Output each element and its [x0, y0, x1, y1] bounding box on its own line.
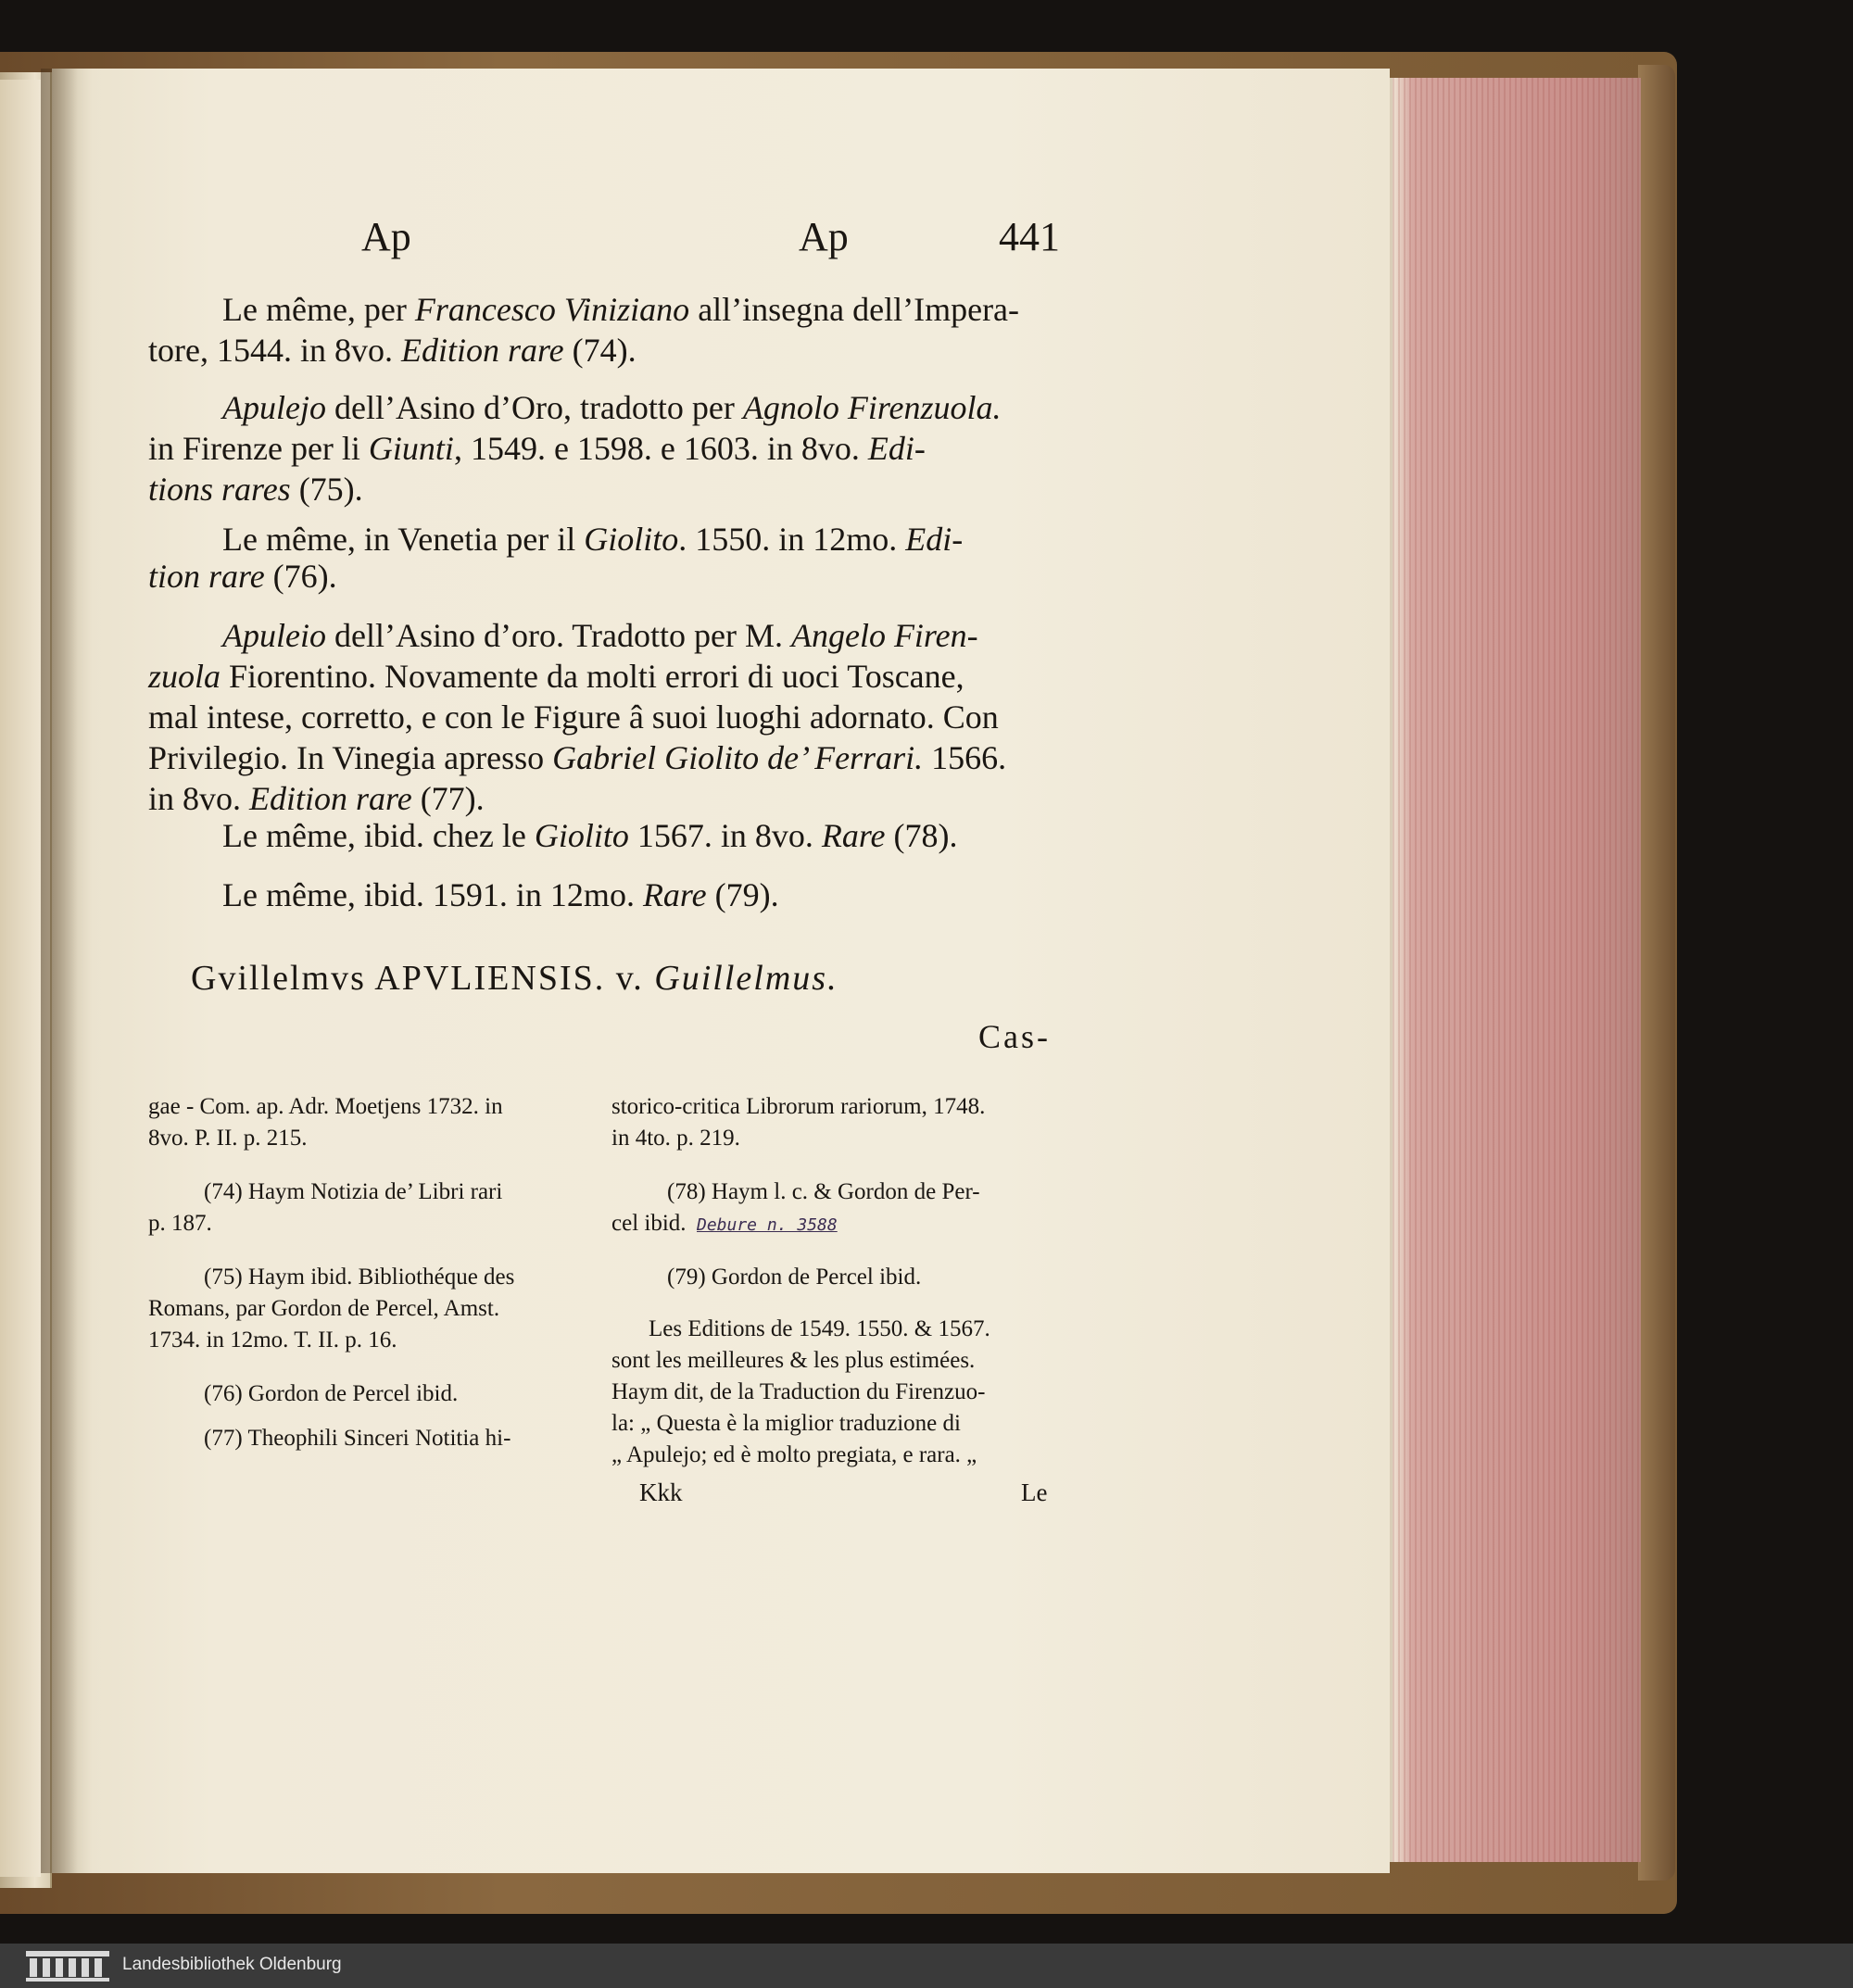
catchword-bottom: Le	[1021, 1478, 1048, 1506]
catalogue-entry	[148, 289, 1056, 371]
entry-italic-text: Rare	[821, 817, 886, 854]
entry-text: Le même, ibid. 1591. in 12mo.	[222, 876, 643, 913]
entry-italic-text: tions rares	[148, 471, 291, 508]
entry-text: (77).	[411, 780, 485, 817]
entry-italic-text: Giolito	[584, 521, 679, 558]
entry-line	[148, 469, 1056, 510]
handwritten-annotation: Debure n. 3588	[697, 1215, 838, 1235]
footnote-line: (78) Haym l. c. & Gordon de Per-	[667, 1179, 980, 1204]
entry-line	[148, 874, 1056, 915]
spine-shadow	[41, 69, 78, 1873]
footnotes-right-column	[611, 1091, 990, 1471]
library-building-icon	[24, 1948, 111, 1983]
entry-text: 1566.	[923, 739, 1007, 776]
entry-line	[148, 289, 1056, 330]
left-page	[0, 80, 41, 1877]
entry-italic-text: Gabriel Giolito de’ Ferrari.	[552, 739, 924, 776]
entry-text: all’insegna dell’Impera-	[689, 291, 1020, 328]
footnote-line: gae - Com. ap. Adr. Moetjens 1732. in	[148, 1094, 503, 1119]
entry-text: mal intese, corretto, e con le Figure â suoi luoghi adornato. Con	[148, 698, 999, 736]
footnote-line: Haym dit, de la Traduction du Firenzuo-	[611, 1379, 986, 1404]
footnote-line: Romans, par Gordon de Percel, Amst.	[148, 1296, 500, 1321]
footnote-line: (75) Haym ibid. Bibliothéque des	[204, 1265, 515, 1290]
entry-line	[148, 697, 1056, 737]
entry-text: (79).	[706, 876, 779, 913]
page-fore-edge	[1390, 78, 1641, 1862]
footnote-line: (76) Gordon de Percel ibid.	[204, 1381, 459, 1406]
running-head-center: Ap	[799, 214, 849, 259]
entry-italic-text: Giolito	[534, 817, 629, 854]
entry-text: Le même, ibid. chez le	[222, 817, 535, 854]
entry-italic-text: tion rare	[148, 558, 265, 595]
entry-text: in Firenze per li	[148, 430, 369, 467]
section-heading-ref-prefix: v.	[605, 959, 655, 998]
footnote-line: 8vo. P. II. p. 215.	[148, 1126, 308, 1151]
catchword-top: Cas-	[978, 1018, 1051, 1055]
entry-text: dell’Asino d’Oro, tradotto per	[325, 389, 743, 426]
catalogue-entry	[148, 521, 1056, 595]
entry-italic-text: Edition rare	[400, 332, 564, 369]
footnote-line: cel ibid.	[611, 1211, 687, 1236]
entry-italic-text: Apuleio	[222, 617, 326, 654]
entry-line	[148, 428, 1056, 469]
entry-text: 1567. in 8vo.	[628, 817, 822, 854]
page-number: 441	[999, 214, 1060, 259]
entry-text: (76).	[264, 558, 337, 595]
entry-italic-text: Rare	[642, 876, 707, 913]
entry-line	[148, 737, 1056, 778]
section-heading-name: Gvillelmvs APVLIENSIS.	[191, 959, 606, 998]
section-heading-ref: Guillelmus.	[654, 959, 838, 998]
footnotes-left-column	[148, 1091, 514, 1454]
footnote-line: sont les meilleures & les plus estimées.	[611, 1348, 976, 1373]
entry-text: . 1550. in 12mo.	[678, 521, 906, 558]
footnote-line: la: „ Questa è la miglior traduzione di	[611, 1411, 961, 1436]
footnote-line: (79) Gordon de Percel ibid.	[667, 1265, 922, 1290]
entry-italic-text: Apulejo	[222, 389, 326, 426]
footnote-line: Les Editions de 1549. 1550. & 1567.	[649, 1316, 990, 1341]
footnote-line: (77) Theophili Sinceri Notitia hi-	[204, 1426, 511, 1451]
entry-italic-text: zuola	[148, 658, 221, 695]
catalogue-entry	[148, 815, 1056, 856]
entry-text: (75).	[290, 471, 363, 508]
footnote-line: 1734. in 12mo. T. II. p. 16.	[148, 1327, 397, 1353]
entry-line	[148, 558, 1056, 595]
entry-text: Le même, per	[222, 291, 415, 328]
book-board	[1638, 65, 1675, 1881]
entry-italic-text: Edition rare	[249, 780, 412, 817]
entry-line	[148, 330, 1056, 371]
footer-bar	[0, 1944, 1853, 1988]
catalogue-entry	[148, 615, 1056, 819]
entry-line	[148, 656, 1056, 697]
entry-italic-text: Agnolo Firenzuola.	[742, 389, 1002, 426]
entry-line	[148, 521, 1056, 558]
entry-italic-text: Angelo Firen-	[790, 617, 978, 654]
footnote-line: storico-critica Librorum rariorum, 1748.	[611, 1094, 986, 1119]
entry-line	[148, 387, 1056, 428]
footnote-line: „ Apulejo; ed è molto pregiata, e rara. „	[611, 1442, 977, 1467]
catalogue-entry	[148, 387, 1056, 510]
entry-text: , 1549. e 1598. e 1603. in 8vo.	[453, 430, 868, 467]
footnote-line: (74) Haym Notizia de’ Libri rari	[204, 1179, 503, 1204]
entry-text: Privilegio. In Vinegia apresso	[148, 739, 553, 776]
footnote-line: p. 187.	[148, 1211, 212, 1236]
running-head-left: Ap	[361, 214, 411, 259]
signature-mark: Kkk	[639, 1478, 683, 1506]
entry-italic-text: Edi-	[867, 430, 926, 467]
entry-italic-text: Francesco Viniziano	[414, 291, 690, 328]
entry-text: (78).	[885, 817, 958, 854]
entry-text: Fiorentino. Novamente da molti errori di uoci Toscane,	[221, 658, 964, 695]
entry-line	[148, 815, 1056, 856]
section-heading	[191, 958, 838, 999]
entry-text: dell’Asino d’oro. Tradotto per M.	[325, 617, 791, 654]
catalogue-entry	[148, 874, 1056, 915]
entry-line	[148, 778, 1056, 819]
entry-text: (74).	[563, 332, 637, 369]
entry-line	[148, 615, 1056, 656]
footnote-line: in 4to. p. 219.	[611, 1126, 740, 1151]
footer-label: Landesbibliothek Oldenburg	[122, 1955, 342, 1974]
entry-text: Le même, in Venetia per il	[222, 521, 585, 558]
entry-text: tore, 1544. in 8vo.	[148, 332, 401, 369]
entry-text: in 8vo.	[148, 780, 250, 817]
entry-italic-text: Giunti	[368, 430, 454, 467]
entry-italic-text: Edi-	[905, 521, 964, 558]
